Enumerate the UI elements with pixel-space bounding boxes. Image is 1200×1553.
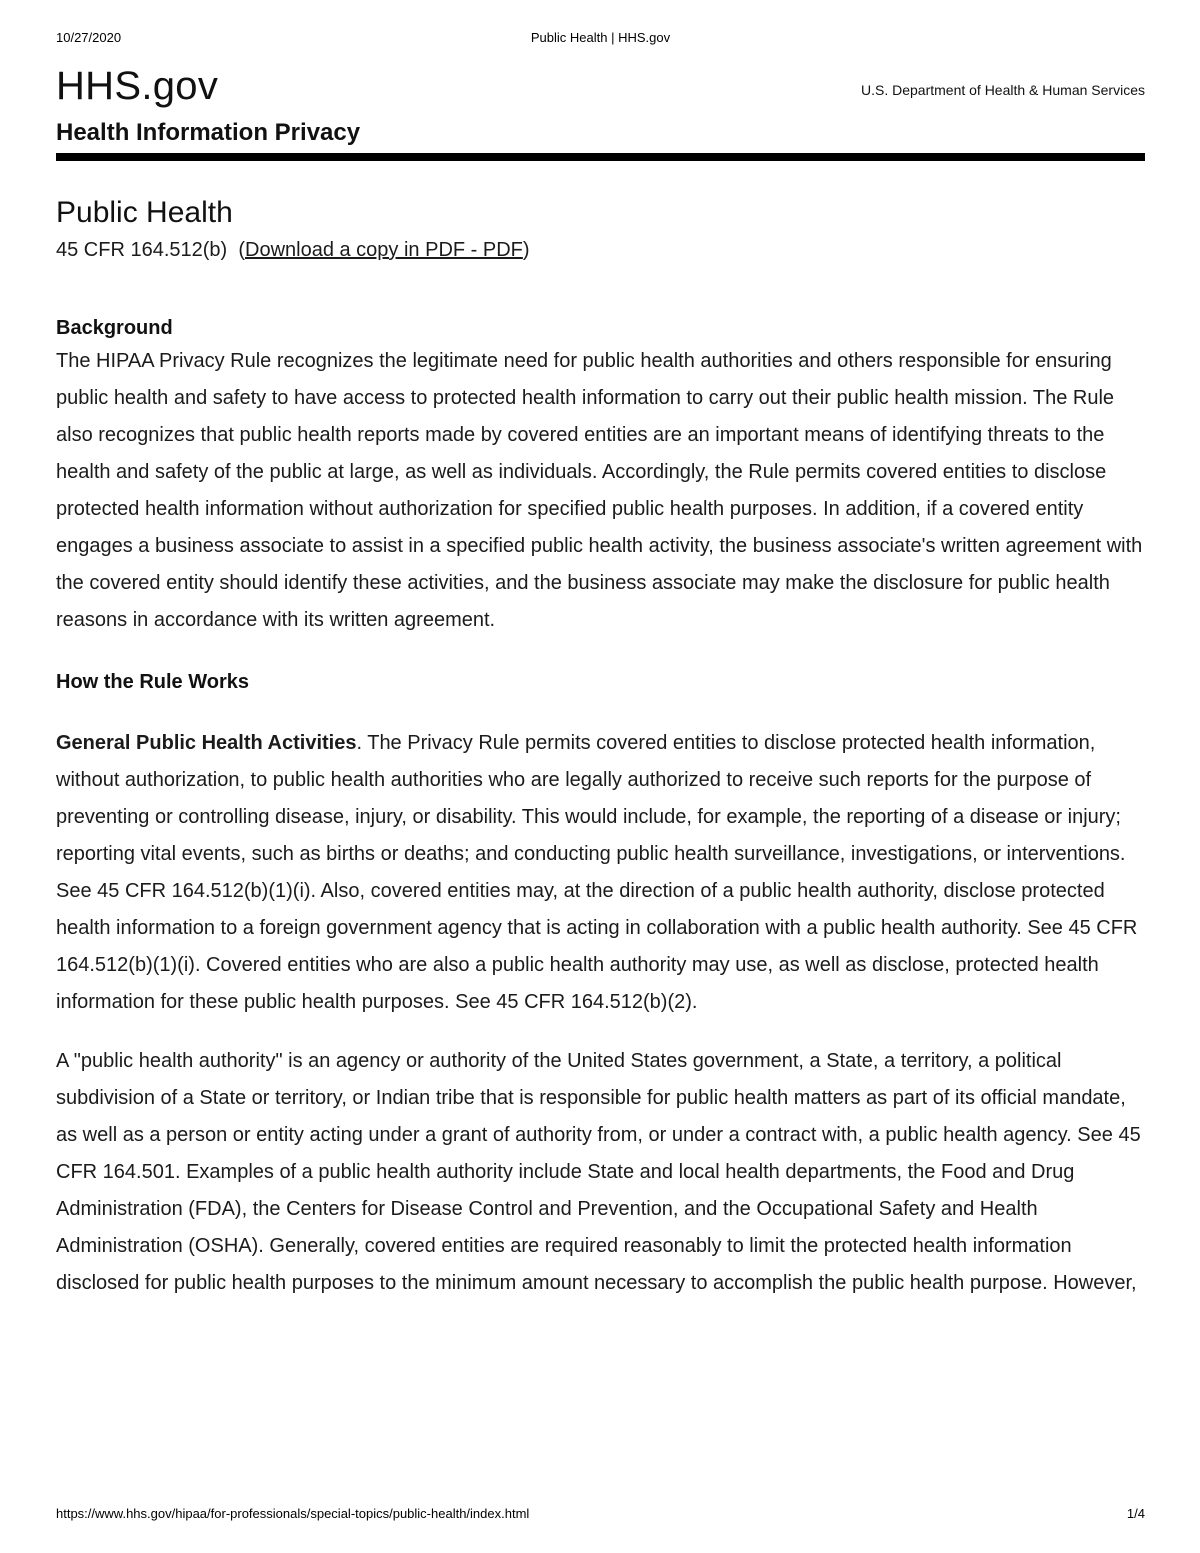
main-content — [56, 193, 1145, 1302]
general-activities-lead: General Public Health Activities — [56, 732, 357, 754]
page-title: Public Health — [56, 196, 233, 229]
general-activities-text: . The Privacy Rule permits covered entities to disclose protected health information, without authorization, to public health authorities who are legally authorized to receive such reports for the purpose of preventing or controlling disease, injury, or disability. This would include, for example, the reporting of a disease or injury; reporting vital events, such as births or deaths; and conducting public health surveillance, investigations, or interventions. See 45 CFR 164.512(b)(1)(i). Also, covered entities may, at the direction of a public health authority, disclose protected health information to a foreign government agency that is acting in collaboration with a public health authority. See 45 CFR 164.512(b)(1)(i). Covered entities who are also a public health authority may use, as well as disclose, protected health information for these public health purposes. See 45 CFR 164.512(b)(2). — [56, 732, 1138, 1013]
open-paren: ( — [238, 239, 245, 261]
print-date: 10/27/2020 — [56, 30, 122, 45]
public-health-authority-paragraph: A "public health authority" is an agency or authority of the United States government, a State, a territory, a political subdivision of a State or territory, or Indian tribe that is responsible for public health matters as part of its official mandate, as well as a person or entity acting under a grant of authority from, or under a contract with, a public health agency. See 45 CFR 164.501. Examples of a public health authority include State and local health departments, the Food and Drug Administration (FDA), the Centers for Disease Control and Prevention, and the Occupational Safety and Health Administration (OSHA). Generally, covered entities are required reasonably to limit the protected health information disclosed for public health purposes to the minimum amount necessary to accomplish the public health purpose. However, — [56, 1050, 1141, 1294]
cfr-reference: 45 CFR 164.512(b) — [56, 239, 228, 261]
print-header — [56, 30, 1145, 48]
page-url: https://www.hhs.gov/hipaa/for-professionals/special-topics/public-health/index.html — [56, 1506, 530, 1521]
department-name: U.S. Department of Health & Human Services — [860, 82, 1145, 98]
how-rule-works-heading: How the Rule Works — [56, 671, 249, 693]
general-activities-paragraph — [56, 725, 1145, 1021]
download-pdf-link[interactable]: Download a copy in PDF - PDF — [245, 239, 523, 261]
background-heading: Background — [56, 317, 173, 339]
page-number: 1/4 — [1126, 1506, 1145, 1521]
how-rule-works-section — [56, 667, 1145, 1302]
header-divider — [56, 153, 1145, 161]
print-page-title: Public Health | HHS.gov — [530, 30, 671, 45]
section-title: Health Information Privacy — [56, 119, 361, 146]
site-header — [56, 62, 1145, 148]
background-paragraph: The HIPAA Privacy Rule recognizes the legitimate need for public health authorities and others responsible for ensuring public health and safety to have access to protected health information to carry out their public health mission. The Rule also recognizes that public health reports made by covered entities are an important means of identifying threats to the health and safety of the public at large, as well as individuals. Accordingly, the Rule permits covered entities to disclose protected health information without authorization for specified public health purposes. In addition, if a covered entity engages a business associate to assist in a specified public health activity, the business associate's written agreement with the covered entity should identify these activities, and the business associate may make the disclosure for public health reasons in accordance with its written agreement. — [56, 350, 1143, 631]
cfr-reference-line — [56, 235, 1145, 265]
close-paren: ) — [522, 239, 530, 261]
site-logo[interactable]: HHS.gov — [56, 64, 219, 108]
background-section — [56, 313, 1145, 639]
print-footer — [56, 1506, 1145, 1524]
